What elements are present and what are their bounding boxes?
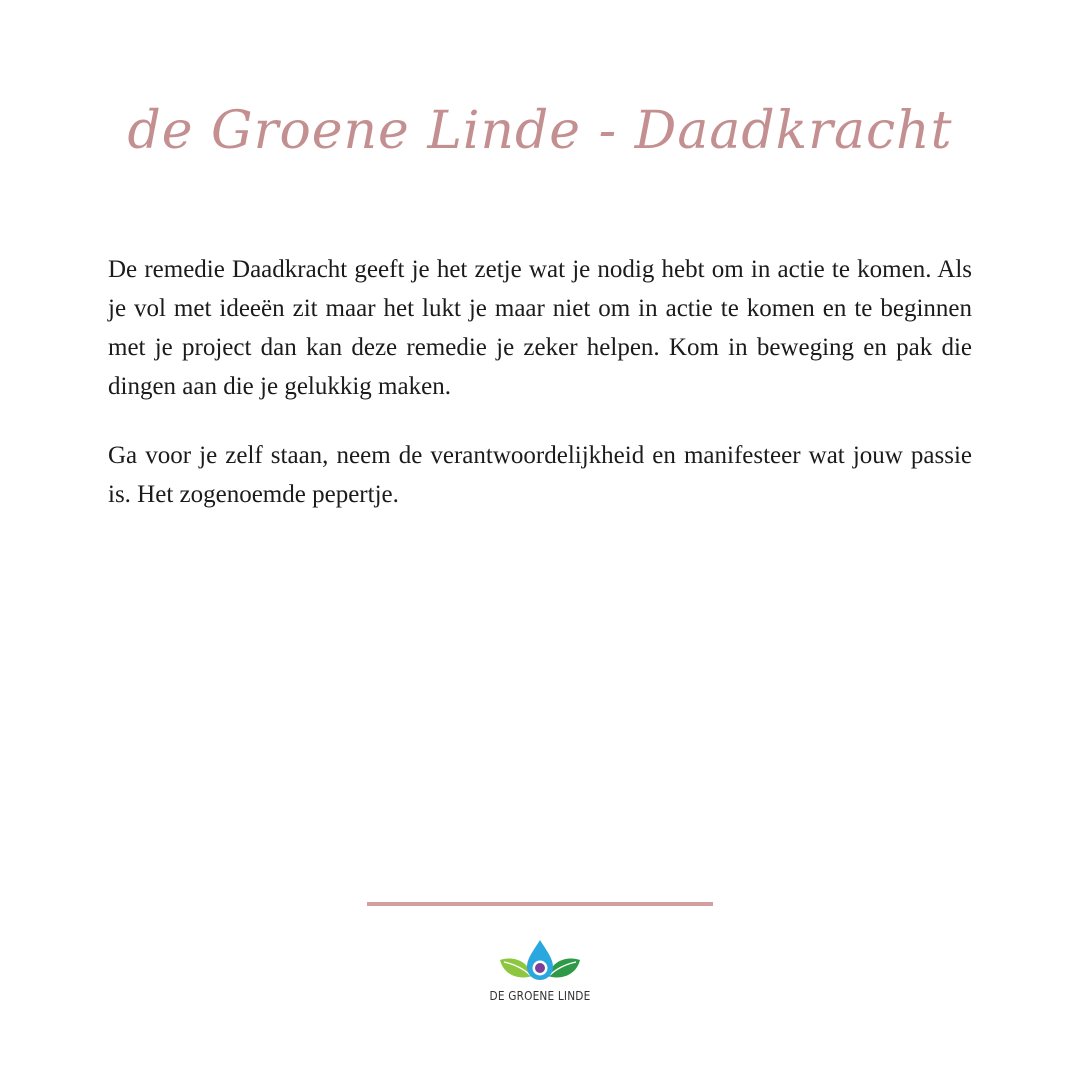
drop-center-icon (535, 963, 545, 973)
logo-text: DE GROENE LINDE (489, 989, 591, 1003)
paragraph-1: De remedie Daadkracht geeft je het zetje wat je nodig hebt om in actie te komen. Als je vol met ideeën zit maar het lukt je maar niet om in actie te komen en te beginnen met je project dan kan deze remedie je zeker helpen. Kom in beweging en pak die dingen aan die je gelukkig maken. (108, 256, 972, 400)
brand-logo (470, 936, 610, 1016)
page-title: de Groene Linde - Daadkracht (127, 101, 953, 161)
body-content (108, 250, 972, 544)
divider-line (367, 902, 713, 906)
lotus-drop-icon (498, 936, 582, 988)
paragraph-2: Ga voor je zelf staan, neem de verantwoordelijkheid en manifesteer wat jouw passie is. Het zogenoemde pepertje. (108, 442, 972, 508)
